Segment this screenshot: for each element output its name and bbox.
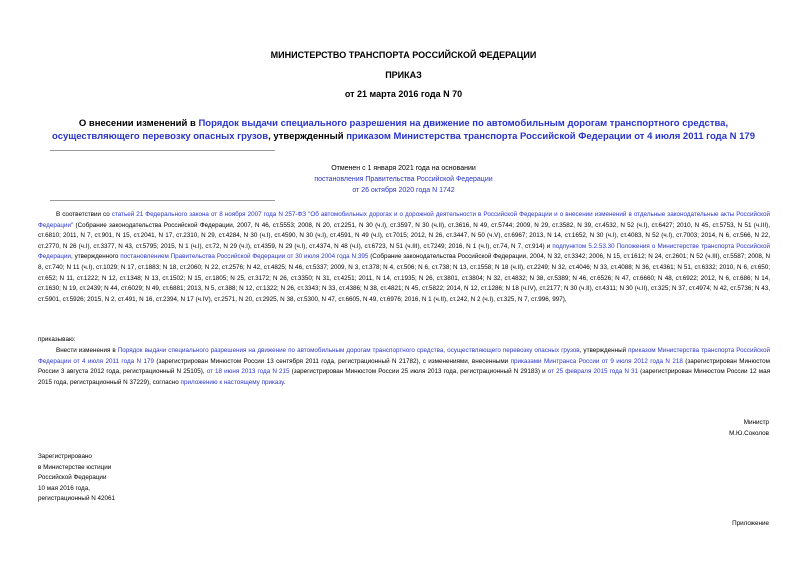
cancellation-link-resolution[interactable]: постановления Правительства Российской Федерации <box>314 176 493 183</box>
signature-position: Министр <box>743 419 769 426</box>
order-word: приказываю: <box>38 336 76 343</box>
registration-line: Зарегистрировано <box>38 453 92 460</box>
appendix-label: Приложение <box>732 520 769 527</box>
title-link-procedure[interactable]: Порядок выдачи специального разрешения на движение по автомобильным дорогам транспортного средства, осуществляющего перевозку опасных грузов <box>52 118 729 142</box>
order-link-218[interactable]: приказами Минтранса России от 9 июля 2012 года N 218 <box>510 357 683 365</box>
registration-block <box>38 452 115 505</box>
title-link-order-179[interactable]: приказом Министерства транспорта Российской Федерации от 4 июля 2011 года N 179 <box>346 131 755 142</box>
preamble-text-1: В соответствии со <box>56 211 112 218</box>
doc-date-number: от 21 марта 2016 года N 70 <box>344 89 463 99</box>
doc-type-heading: ПРИКАЗ <box>385 70 422 80</box>
preamble-text-4: (Собрание законодательства Российской Федерации, 2004, N 32, ст.3342; 2006, N 15, ст.1612; N 24, ст.2601; N 52 (ч.III), ст.5587; 2008, N 8, ст.740; N 11 (ч.I), ст.1029; N 17, ст.1883; N 18, ст.2060; N 22, ст.2576; N 42, ст.4825; N 46, ст.5337; 2009, N 3, ст.378; N 4, ст.506; N 6, ст.738; N 13, ст.1558; N 18 (ч.II), ст.2249; N 32, ст.4046; N 33, ст.4088; N 36, ст.4361; N 51, ст.6332; 2010, N 6, ст.650; ст.652; N 11, ст.1222; N 12, ст.1348; N 13, ст.1502; N 15, ст.1805; N 25, ст.3172; N 26, ст.3350; N 31, ст.4251; 2011, N 14, ст.1935; N 26, ст.3801, ст.3804; N 32, ст.4832; N 38, ст.5389; N 46, ст.6526; N 47, ст.6660; N 48, ст.6922; 2012, N 6, ст.686; N 14, ст.1630; N 19, ст.2439; N 44, ст.6029; N 49, ст.6881; 2013, N 5, ст.388; N 12, ст.1322; N 26, ст.3343; N 33, ст.4386; N 38, ст.4821; N 45, ст.5822; 2014, N 12, ст.1286; N 18 (ч.IV), ст.2177; N 30 (ч.II), ст.4311; N 30 (ч.II), ст.325; N 37, ст.4974; N 42, ст.5736; N 43, ст.5901, ст.5926; 2015, N 2, ст.491, N 16, ст.2394, N 17 (ч.IV), ст.2571, N 20, ст.2925, N 38, ст.5300, N 47, ст.6605, N 49, ст.6976; 2016, N 1 (ч.II), ст.242, N 2 (ч.I), ст.325, N 7, ст.996, 997), <box>38 253 770 303</box>
title-prefix: О внесении изменений в <box>78 118 199 129</box>
order-text-5: (зарегистрирован Минюстом России 25 июля 2013 года, регистрационный N 29183) и <box>289 368 548 376</box>
signature-name: М.Ю.Соколов <box>729 429 769 437</box>
preamble-text-3: , утвержденного <box>70 253 121 261</box>
order-text-1: Внести изменения в <box>56 347 118 354</box>
link-resolution-395[interactable]: постановлением Правительства Российской Федерации от 30 июля 2004 года N 395 <box>120 253 369 261</box>
cancellation-note <box>0 163 807 196</box>
link-article-21[interactable]: статьей 21 Федерального закона от 8 ноября 2007 года N 257-ФЗ "Об автомобильных дорогах и о дорожной деятельности в Российской Федерации и о внесении изменений в отдельные законодательные акты Российской Федерации" <box>38 211 770 229</box>
registration-line: в Министерстве юстиции <box>38 463 112 471</box>
link-subparagraph[interactable]: подпунктом 5.2.53.30 Положения о Министерстве транспорта Российской Федерации <box>38 242 770 261</box>
document-title <box>50 117 757 143</box>
preamble-text-2: (Собрание законодательства Российской Федерации, 2007, N 46, ст.5553; 2008, N 20, ст.2251, N 30 (ч.I), ст.3597, N 30 (ч.II), ст.3616, N 49, ст.5744; 2009, N 29, ст.3582, N 39, ст.4532, N 52 (ч.I), ст.6427; 2010, N 45, ст.5753, N 51 (ч.III), ст.6810; 2011, N 7, ст.901, N 15, ст.2041, N 17, ст.2310, N 29, ст.4284, N 30 (ч.I), ст.4590, N 30 (ч.I), ст.4591, N 49 (ч.I), ст.7015; 2012, N 26, ст.3447, N 50 (ч.V), ст.6967; 2013, N 14, ст.1652, N 30 (ч.I), ст.4083, N 52 (ч.I), ст.7003; 2014, N 6, ст.566, N 22, ст.2770, N 26 (ч.I), ст.3377, N 43, ст.5795; 2015, N 1 (ч.I), ст.72, N 29 (ч.I), ст.4359, N 29 (ч.I), ст.4374, N 48 (ч.I), ст.6723, N 51 (ч.III), ст.7249; 2016, N 1 (ч.I), ст.74, N 7, ст.914) и <box>38 221 770 250</box>
signature-block <box>729 418 769 439</box>
order-text-7: . <box>283 378 286 386</box>
title-middle: , утвержденный <box>268 131 347 142</box>
cancellation-link-date[interactable]: от 26 октября 2020 года N 1742 <box>352 187 455 194</box>
divider-bottom <box>50 200 275 201</box>
cancellation-line1: Отменен с 1 января 2021 года на основании <box>331 165 476 172</box>
order-link-31[interactable]: от 25 февраля 2015 года N 31 <box>547 368 639 376</box>
divider-top <box>50 150 275 151</box>
registration-line: Российской Федерации <box>38 474 107 482</box>
order-text-3: (зарегистрирован Минюстом России 13 сентября 2011 года, регистрационный N 21782), с изменениями, внесенными <box>153 357 511 365</box>
order-text-6: (зарегистрирован Минюстом России 12 мая 2015 года, регистрационный N 37229), согласно <box>38 368 770 386</box>
order-link-179[interactable]: приказом Министерства транспорта Российской Федерации от 4 июля 2011 года N 179 <box>38 347 770 365</box>
order-paragraph <box>38 346 770 388</box>
order-text-4: (зарегистрирован Минюстом России 3 августа 2012 года, регистрационный N 25105), <box>38 357 771 376</box>
registration-line: 10 мая 2016 года, <box>38 484 90 492</box>
order-link-215[interactable]: от 18 июня 2013 года N 215 <box>206 368 290 376</box>
preamble-paragraph <box>38 210 770 305</box>
ministry-heading: МИНИСТЕРСТВО ТРАНСПОРТА РОССИЙСКОЙ ФЕДЕРАЦИИ <box>270 50 537 60</box>
registration-line: регистрационный N 42061 <box>38 495 116 503</box>
order-link-appendix[interactable]: приложению к настоящему приказу <box>180 378 284 386</box>
order-text-2: , утвержденный <box>579 347 629 354</box>
order-link-procedure[interactable]: Порядок выдачи специального разрешения на движение по автомобильным дорогам транспортного средства, осуществляющего перевозку опасных грузов <box>117 347 580 354</box>
